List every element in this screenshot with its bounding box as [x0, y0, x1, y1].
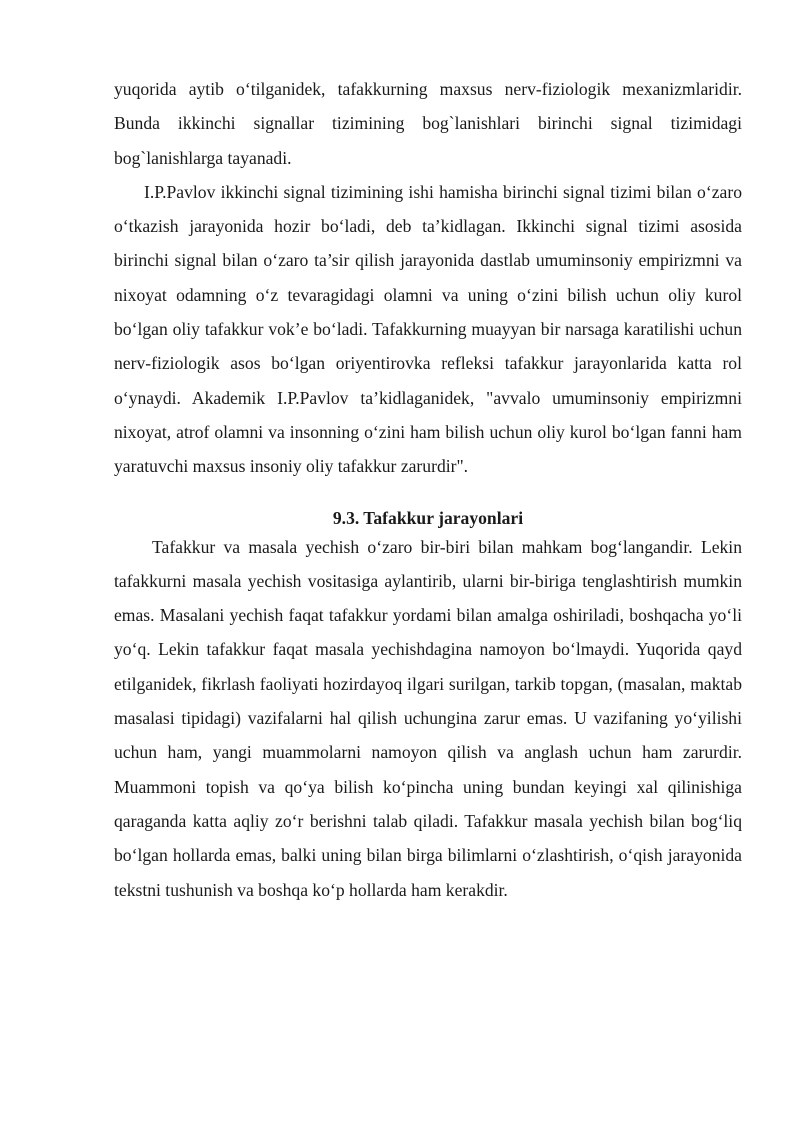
paragraph-continuation: yuqorida aytib o‘tilganidek, tafakkurning maxsus nerv-fiziologik mexanizmlaridir. Bunda ikkinchi signallar tizimining bog`lanishlari birinchi signal tizimidagi bog`lanishlarga tayanadi.	[114, 79, 742, 168]
section-number: 9.3.	[332, 507, 360, 528]
section-heading	[114, 506, 742, 530]
document-page	[114, 72, 742, 907]
paragraph-pavlov: I.P.Pavlov ikkinchi signal tizimining ishi hamisha birinchi signal tizimi bilan o‘zaro o‘tkazish jarayonida hozir bo‘ladi, deb ta’kidlagan. Ikkinchi signal tizimi asosida birinchi signal bilan o‘zaro ta’sir qilish jarayonida dastlab umuminsoniy empirizmni va nixoyat odamning o‘z tevaragidagi olamni va uning o‘zini bilish uchun oliy kurol bo‘lgan oliy tafakkur vok’e bo‘ladi. Tafakkurning muayyan bir narsaga karatilishi uchun nerv-fiziologik asos bo‘lgan oriyentirovka refleksi tafakkur jarayonlarida katta rol o‘ynaydi. Akademik I.P.Pavlov ta’kidlaganidek, "avvalo umuminsoniy empirizmni nixoyat, atrof olamni va insonning o‘zini ham bilish uchun oliy kurol bo‘lgan fanni ham yaratuvchi maxsus insoniy oliy tafakkur zarurdir".	[114, 181, 742, 477]
section-title: Tafakkur jarayonlari	[363, 507, 524, 528]
paragraph-thinking-problem-solving: Tafakkur va masala yechish o‘zaro bir-biri bilan mahkam bog‘langandir. Lekin tafakkurni masala yechish vositasiga aylantirib, ularni bir-biriga tenglashtirish mumkin emas. Masalani yechish faqat tafakkur yordami bilan amalga oshiriladi, boshqacha yo‘li yo‘q. Lekin tafakkur faqat masala yechishdagina namoyon bo‘lmaydi. Yuqorida qayd etilganidek, fikrlash faoliyati hozirdayoq ilgari surilgan, tarkib topgan, (masalan, maktab masalasi tipidagi) vazifalarni hal qilish uchungina zarur emas. U vazifaning yo‘yilishi uchun ham, yangi muammolarni namoyon qilish va anglash uchun ham zarurdir. Muammoni topish va qo‘ya bilish ko‘pincha uning bundan keyingi xal qilinishiga qaraganda katta aqliy zo‘r berishni talab qiladi. Tafakkur masala yechish bilan bog‘liq bo‘lgan hollarda emas, balki uning bilan birga bilimlarni o‘zlashtirish, o‘qish jarayonida tekstni tushunish va boshqa ko‘p hollarda ham kerakdir.	[114, 536, 742, 900]
